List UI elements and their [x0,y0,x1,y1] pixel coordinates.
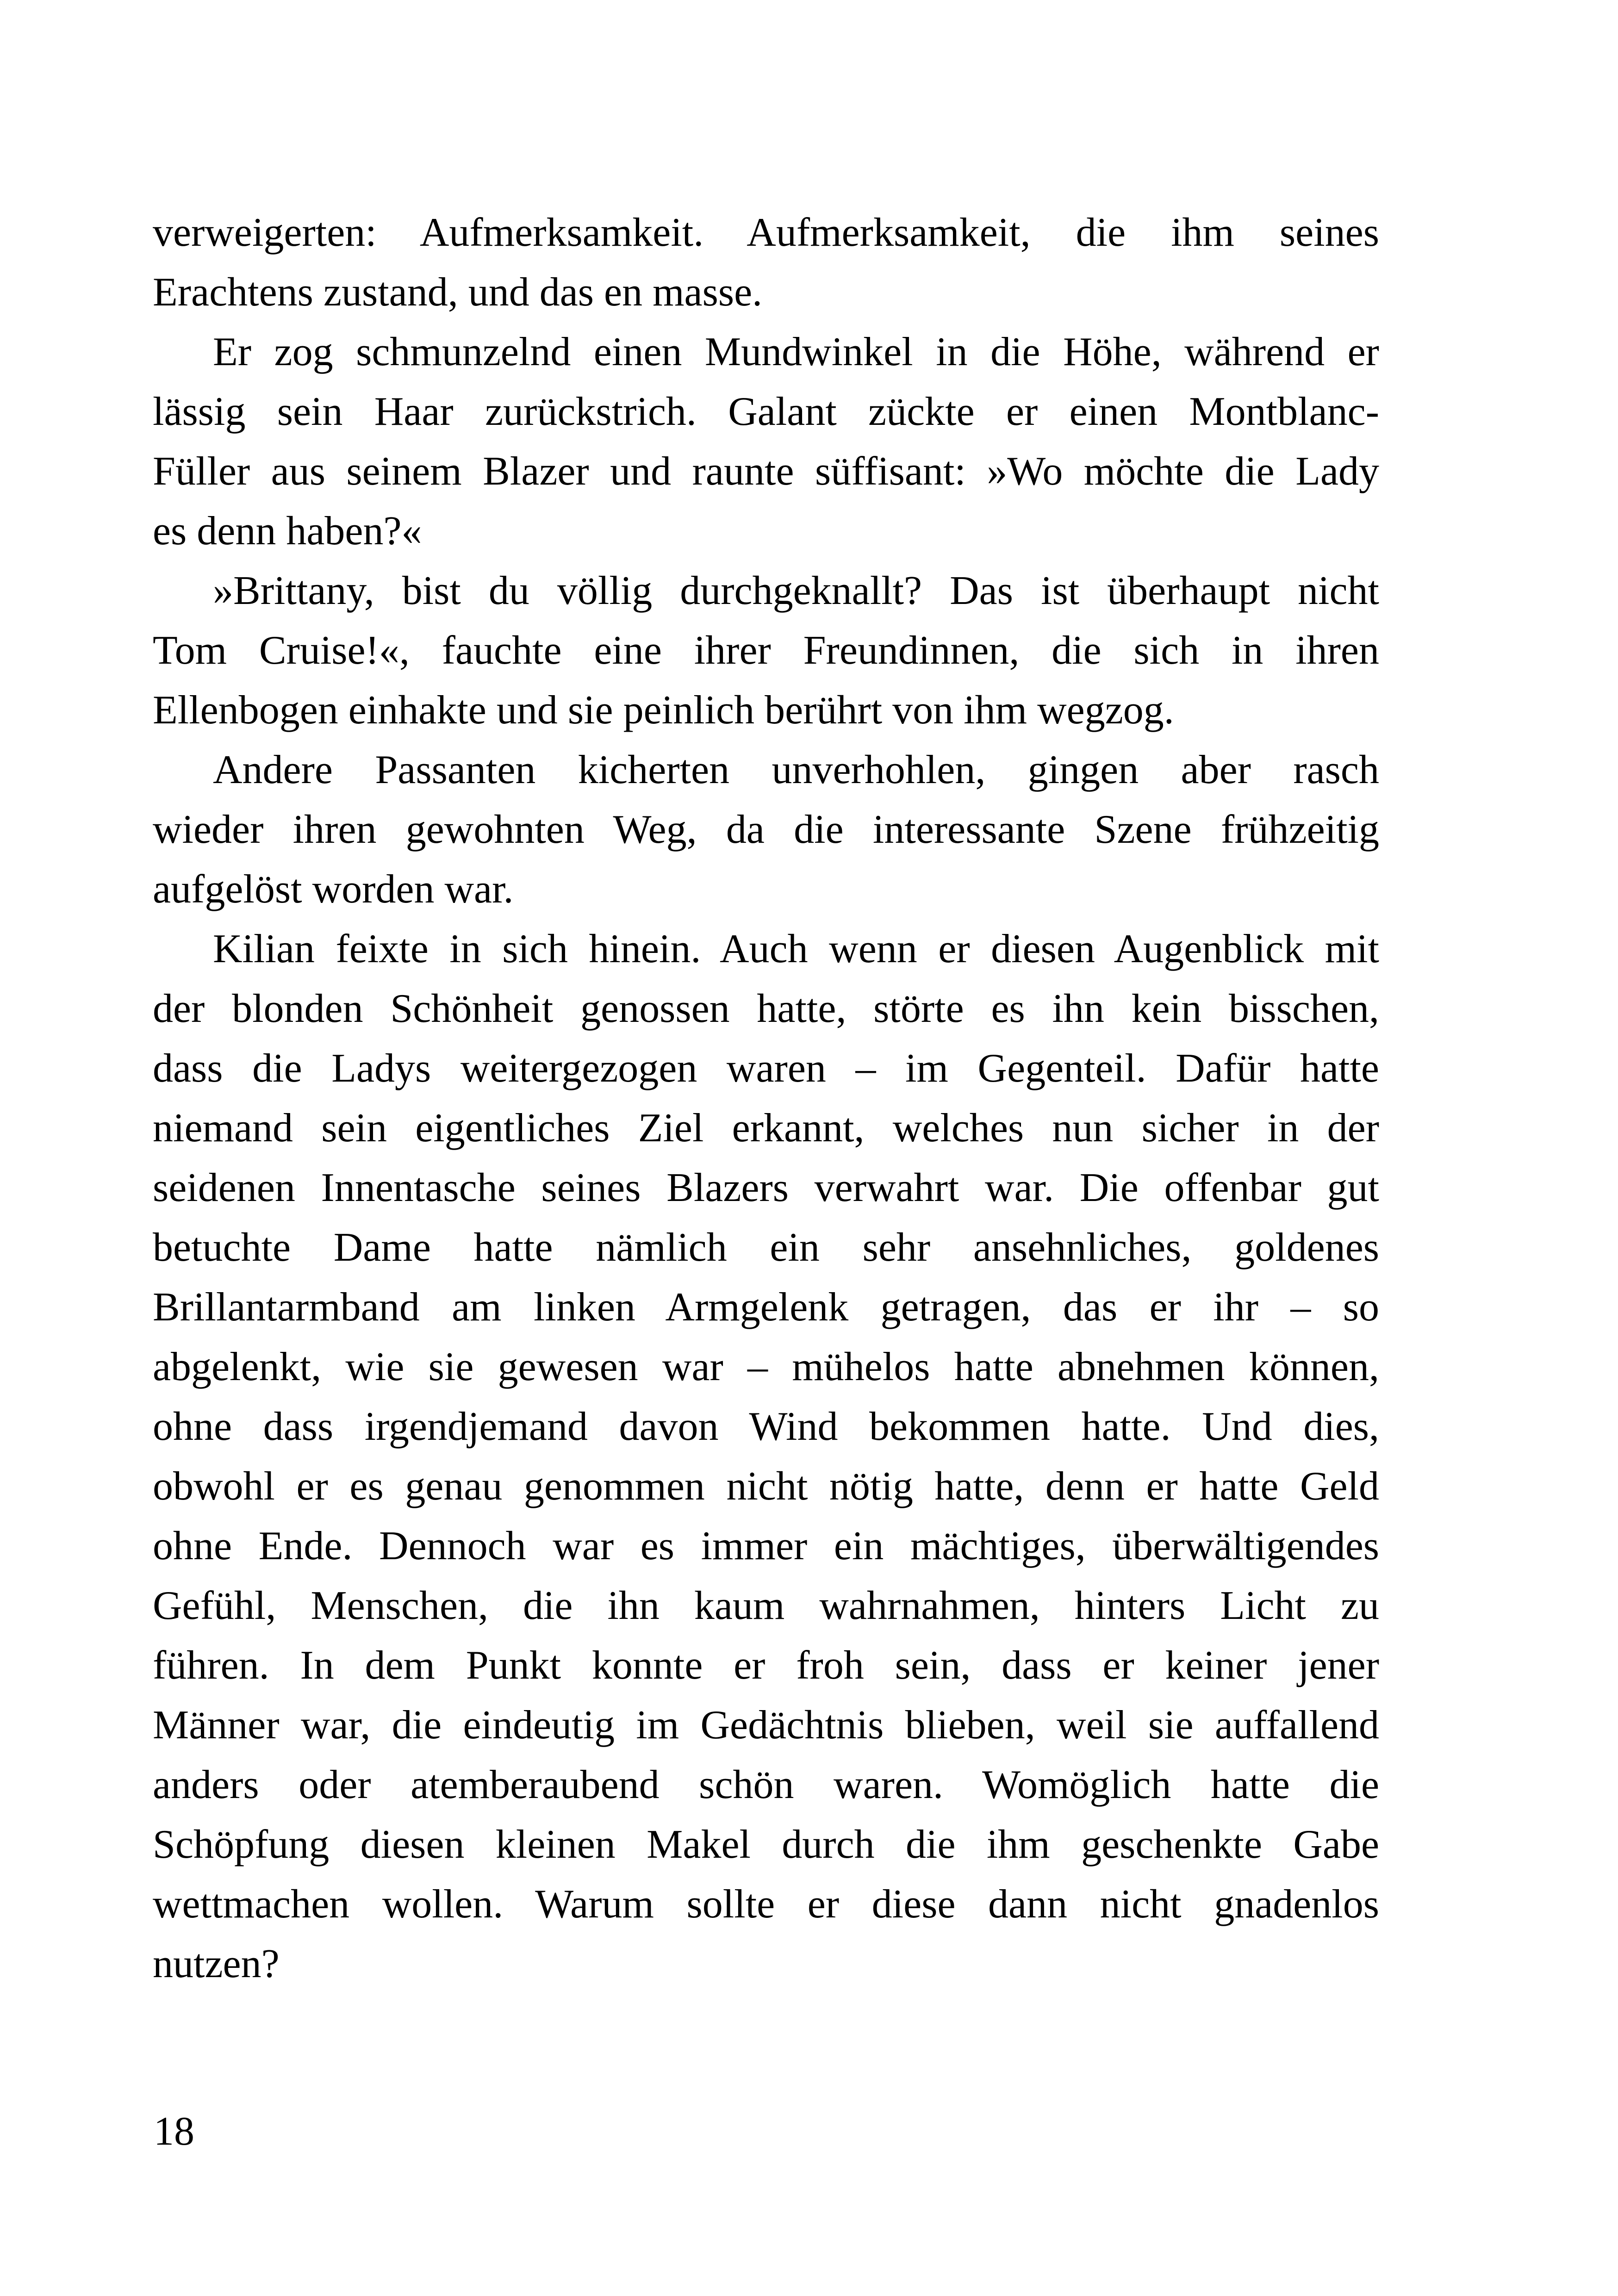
text-line: Ellenbogen einhakte und sie peinlich berührt von ihm wegzog. [153,688,1174,733]
text-line: aufgelöst worden war. [153,867,514,912]
text-line: Schöpfung diesen kleinen Makel durch die ihm geschenkte Gabe [153,1822,1379,1867]
text-line: Gefühl, Menschen, die ihn kaum wahrnahmen, hinters Licht zu [153,1583,1379,1628]
text-line: wettmachen wollen. Warum sollte er diese dann nicht gnadenlos [153,1882,1379,1927]
paragraph [153,322,1379,561]
text-line: lässig sein Haar zurückstrich. Galant zückte er einen Montblanc- [153,389,1379,434]
paragraph [153,561,1379,740]
text-line: Füller aus seinem Blazer und raunte süffisant: »Wo möchte die Lady [153,449,1379,494]
paragraph [153,203,1379,322]
text-line: es denn haben?« [153,509,422,554]
text-line: Erachtens zustand, und das en masse. [153,270,763,315]
text-line: Brillantarmband am linken Armgelenk getragen, das er ihr – so [153,1285,1379,1330]
text-line: Andere Passanten kicherten unverhohlen, gingen aber rasch [213,747,1379,792]
text-line: nutzen? [153,1941,280,1986]
text-line: Männer war, die eindeutig im Gedächtnis blieben, weil sie auffallend [153,1703,1379,1748]
text-line: »Brittany, bist du völlig durchgeknallt? Das ist überhaupt nicht [213,568,1379,613]
text-line: Er zog schmunzelnd einen Mundwinkel in die Höhe, während er [213,330,1379,374]
text-line: ohne Ende. Dennoch war es immer ein mächtiges, überwältigendes [153,1524,1379,1568]
text-line: der blonden Schönheit genossen hatte, störte es ihn kein bisschen, [153,986,1379,1031]
text-line: Tom Cruise!«, fauchte eine ihrer Freundinnen, die sich in ihren [153,628,1379,673]
text-line: verweigerten: Aufmerksamkeit. Aufmerksamkeit, die ihm seines [153,210,1379,255]
text-line: anders oder atemberaubend schön waren. Womöglich hatte die [153,1762,1379,1807]
text-line: seidenen Innentasche seines Blazers verwahrt war. Die offenbar gut [153,1165,1379,1210]
text-line: Kilian feixte in sich hinein. Auch wenn er diesen Augenblick mit [213,927,1379,971]
paragraph [153,740,1379,919]
text-line: führen. In dem Punkt konnte er froh sein, dass er keiner jener [153,1643,1379,1688]
paragraph [153,919,1379,1994]
page-number: 18 [154,2109,194,2154]
body-text-block [153,203,1379,1994]
text-line: abgelenkt, wie sie gewesen war – mühelos hatte abnehmen können, [153,1344,1379,1389]
text-line: niemand sein eigentliches Ziel erkannt, welches nun sicher in der [153,1106,1379,1151]
text-line: betuchte Dame hatte nämlich ein sehr ansehnliches, goldenes [153,1225,1379,1270]
text-line: wieder ihren gewohnten Weg, da die interessante Szene frühzeitig [153,807,1379,852]
text-line: dass die Ladys weitergezogen waren – im Gegenteil. Dafür hatte [153,1046,1379,1091]
text-line: ohne dass irgendjemand davon Wind bekommen hatte. Und dies, [153,1404,1379,1449]
text-line: obwohl er es genau genommen nicht nötig hatte, denn er hatte Geld [153,1464,1379,1509]
